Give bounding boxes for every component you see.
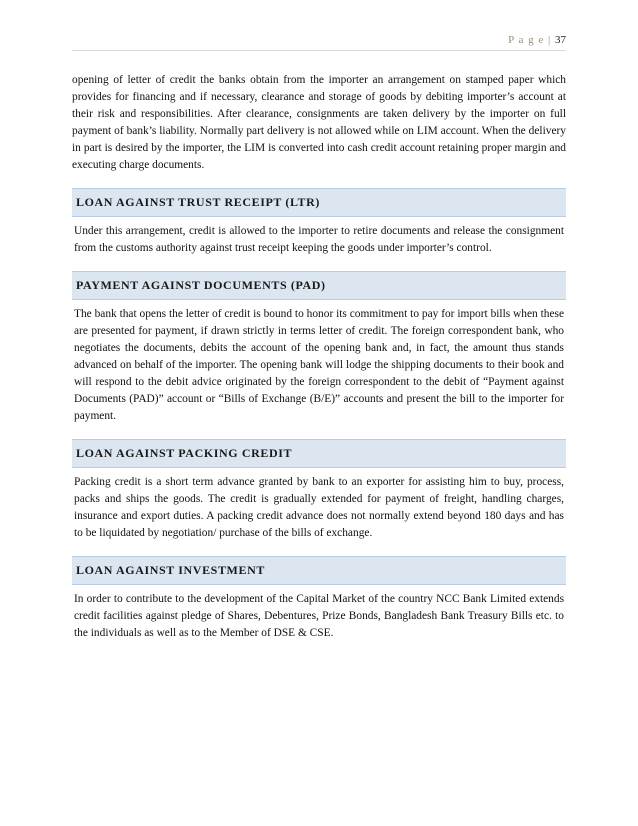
page-header	[508, 34, 566, 46]
page-label: P a g e	[508, 34, 545, 46]
section-packing-credit	[72, 439, 566, 542]
section-ltr	[72, 188, 566, 257]
section-heading: LOAN AGAINST INVESTMENT	[72, 556, 566, 585]
document-body	[72, 72, 566, 656]
section-heading: LOAN AGAINST TRUST RECEIPT (LTR)	[72, 188, 566, 217]
section-heading: LOAN AGAINST PACKING CREDIT	[72, 439, 566, 468]
page-separator: |	[548, 34, 552, 46]
section-body: Packing credit is a short term advance granted by bank to an exporter for assisting him to buy, process, packs and ships the goods. The credit is gradually extended for payment of freight, handling charges, insurance and export duties. A packing credit advance does not normally extend beyond 180 days and has to be liquidated by negotiation/ purchase of the bills of exchange.	[74, 476, 564, 539]
section-heading: PAYMENT AGAINST DOCUMENTS (PAD)	[72, 271, 566, 300]
section-body: Under this arrangement, credit is allowed to the importer to retire documents and release the consignment from the customs authority against trust receipt keeping the goods under importer’s control.	[74, 225, 564, 254]
intro-paragraph: opening of letter of credit the banks obtain from the importer an arrangement on stamped paper which provides for financing and if necessary, clearance and storage of goods by debiting importer’s account at their risk and responsibilities. After clearance, consignments are taken delivery by the importer on full payment of bank’s liability. Normally part delivery is not allowed while on LIM account. When the delivery in part is desired by the importer, the LIM is converted into cash credit account retaining proper margin and executing charge documents.	[72, 74, 566, 171]
section-body: In order to contribute to the development of the Capital Market of the country NCC Bank Limited extends credit facilities against pledge of Shares, Debentures, Prize Bonds, Bangladesh Bank Treasury Bills etc. to the individuals as well as to the Member of DSE & CSE.	[74, 593, 564, 639]
section-investment	[72, 556, 566, 642]
section-body: The bank that opens the letter of credit is bound to honor its commitment to pay for import bills when these are presented for payment, if drawn strictly in terms letter of credit. The foreign correspondent bank, who negotiates the documents, debits the account of the opening bank and, in fact, the amount thus stands advanced on behalf of the importer. The opening bank will lodge the shipping documents to their book and will respond to the debit advice originated by the foreign correspondent to the debit of “Payment against Documents (PAD)” account or “Bills of Exchange (B/E)” accounts and present the bill to the importer for payment.	[74, 308, 564, 422]
section-pad	[72, 271, 566, 425]
header-divider	[72, 50, 566, 51]
page-number: 37	[555, 34, 566, 46]
